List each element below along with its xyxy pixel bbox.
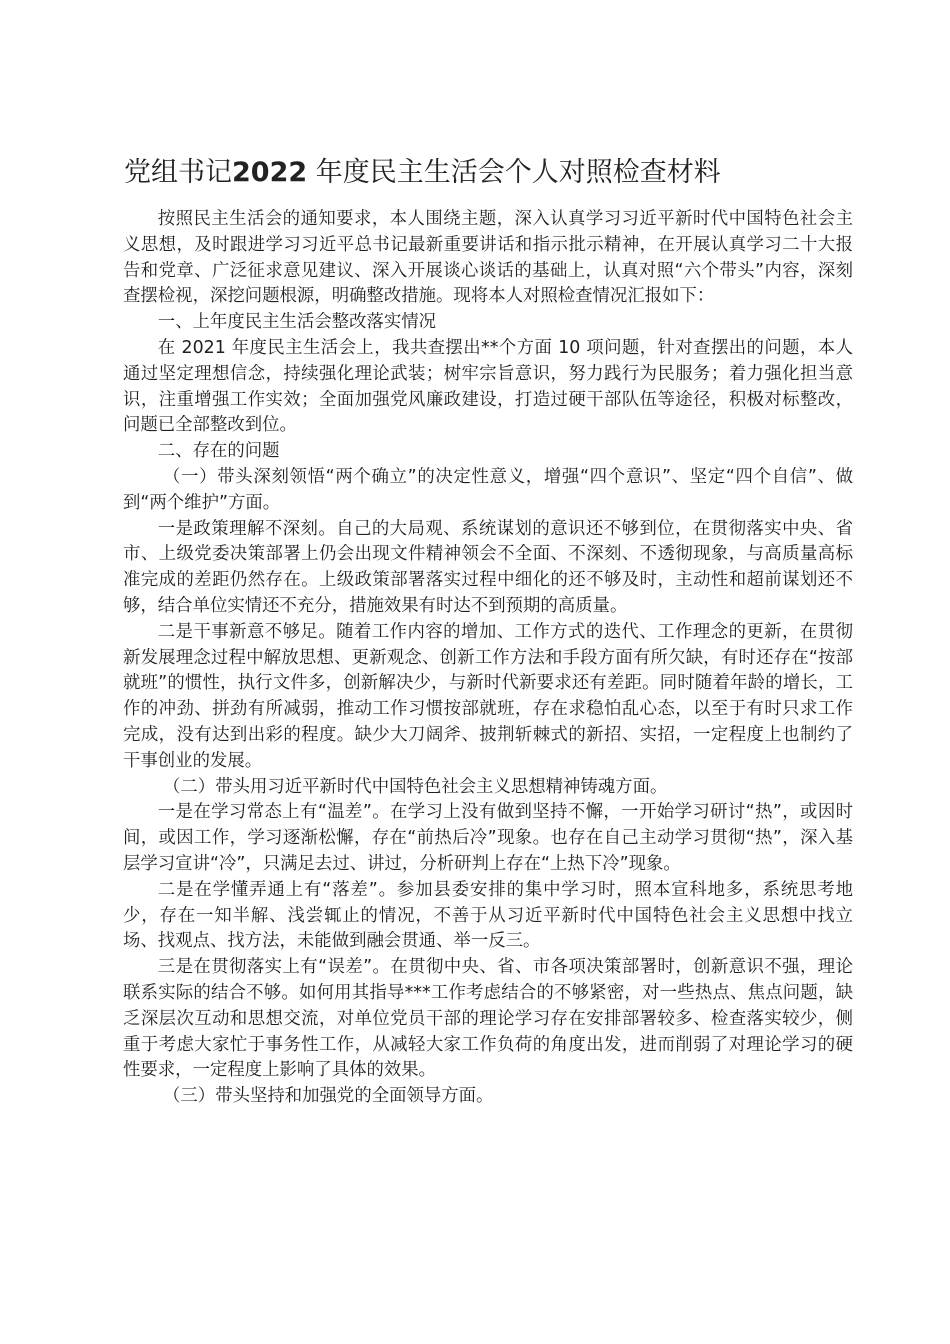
problem-paragraph-3: 一是在学习常态上有“温差”。在学习上没有做到坚持不懈，一开始学习研讨“热”，或因时间，或因工作，学习逐渐松懈，存在“前热后冷”现象。也存在自己主动学习贯彻“热”，深入基层学习宣讲“冷”，只满足去过、讲过，分析研判上存在“上热下冷”现象。 xyxy=(123,802,853,874)
intro-paragraph: 按照民主生活会的通知要求，本人围绕主题，深入认真学习习近平新时代中国特色社会主义思想，及时跟进学习习近平总书记最新重要讲话和指示批示精神，在开展认真学习二十大报告和党章、广泛征求意见建议、深入开展谈心谈话的基础上，认真对照“六个带头”内容，深刻查摆检视，深挖问题根源，明确整改措施。现将本人对照检查情况汇报如下： xyxy=(123,209,853,307)
problem-paragraph-1: 一是政策理解不深刻。自己的大局观、系统谋划的意识还不够到位，在贯彻落实中央、省市、上级党委决策部署上仍会出现文件精神领会不全面、不深刻、不透彻现象，与高质量高标准完成的差距仍然存在。上级政策部署落实过程中细化的还不够及时，主动性和超前谋划还不够，结合单位实情还不充分，措施效果有时达不到预期的高质量。 xyxy=(123,518,853,616)
subsection-heading-1: （一）带头深刻领悟“两个确立”的决定性意义，增强“四个意识”、坚定“四个自信”、做到“两个维护”方面。 xyxy=(123,466,853,513)
section-heading-1: 一、上年度民主生活会整改落实情况 xyxy=(157,312,437,333)
document-title xyxy=(124,151,844,195)
title-prefix: 党组书记 xyxy=(124,157,232,188)
section-heading-2: 二、存在的问题 xyxy=(157,441,280,462)
rectification-paragraph: 在 2021 年度民主生活会上，我共查摆出**个方面 10 项问题，针对查摆出的问题，本人通过坚定理想信念，持续强化理论武装；树牢宗旨意识，努力践行为民服务；着力强化担当意识，注重增强工作实效；全面加强党风廉政建设，打造过硬干部队伍等途径，积极对标整改，问题已全部整改到位。 xyxy=(123,337,853,436)
subsection-heading-2: （二）带头用习近平新时代中国特色社会主义思想精神铸魂方面。 xyxy=(163,776,668,797)
problem-paragraph-5: 三是在贯彻落实上有“误差”。在贯彻中央、省、市各项决策部署时，创新意识不强，理论联系实际的结合不够。如何用其指导***工作考虑结合的不够紧密，对一些热点、焦点问题，缺乏深层次互动和思想交流，对单位党员干部的理论学习存在安排部署较多、检查落实较少，侧重于考虑大家忙于事务性工作，从减轻大家工作负荷的角度出发，进而削弱了对理论学习的硬性要求，一定程度上影响了具体的效果。 xyxy=(123,957,853,1081)
subsection-heading-3: （三）带头坚持和加强党的全面领导方面。 xyxy=(163,1086,494,1107)
title-suffix: 年度民主生活会个人对照检查材料 xyxy=(307,157,721,188)
document-body xyxy=(123,207,853,1110)
title-year: 2022 xyxy=(232,157,308,188)
problem-paragraph-2: 二是干事新意不够足。随着工作内容的增加、工作方式的迭代、工作理念的更新，在贯彻新发展理念过程中解放思想、更新观念、创新工作方法和手段方面有所欠缺，有时还存在“按部就班”的惯性，执行文件多，创新解决少，与新时代新要求还有差距。同时随着年龄的增长，工作的冲劲、拼劲有所减弱，推动工作习惯按部就班，存在求稳怕乱心态，以至于有时只求工作完成，没有达到出彩的程度。缺少大刀阔斧、披荆斩棘式的新招、实招，一定程度上也制约了干事创业的发展。 xyxy=(123,621,853,771)
problem-paragraph-4: 二是在学懂弄通上有“落差”。参加县委安排的集中学习时，照本宣科地多，系统思考地少，存在一知半解、浅尝辄止的情况，不善于从习近平新时代中国特色社会主义思想中找立场、找观点、找方法，未能做到融会贯通、举一反三。 xyxy=(123,879,853,952)
